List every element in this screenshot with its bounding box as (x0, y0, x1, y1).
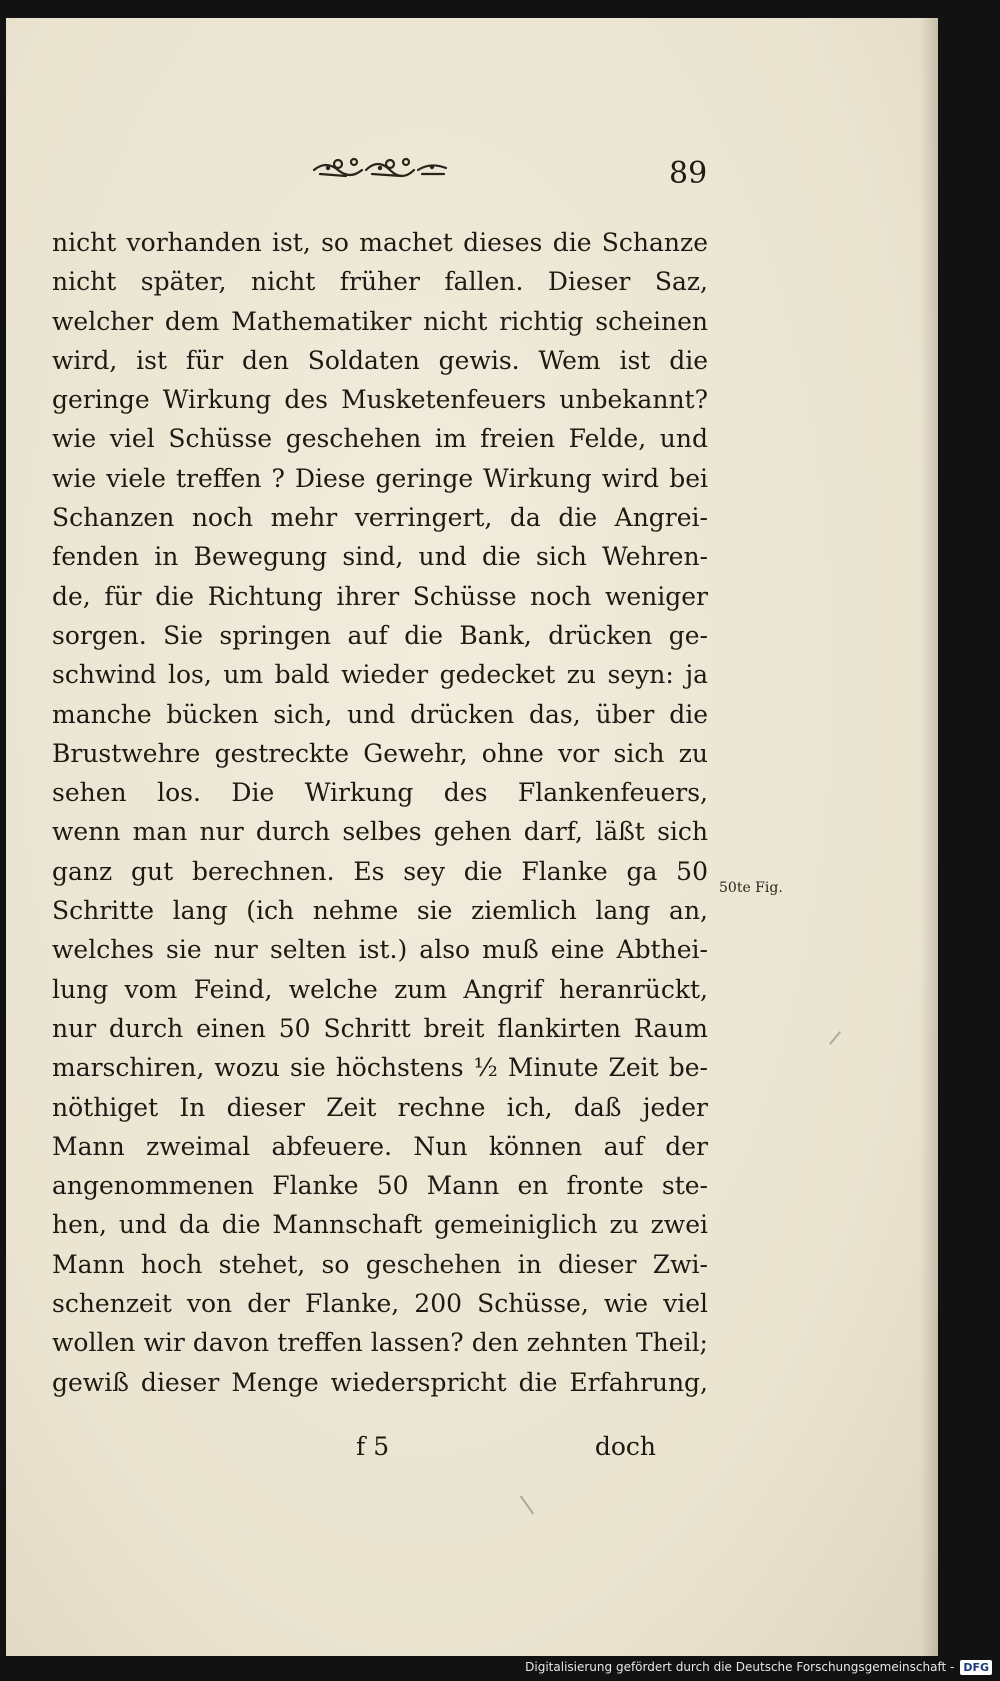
text-line: gewiß dieser Menge wiederspricht die Erfahrung, (52, 1367, 708, 1397)
text-line: fenden in Bewegung sind, und die sich Wehren- (52, 542, 708, 572)
margin-note: 50te Fig. (719, 880, 783, 896)
text-line: lung vom Feind, welche zum Angrif heranrückt, (52, 974, 708, 1004)
text-line: angenommenen Flanke 50 Mann en fronte ste- (52, 1171, 708, 1201)
text-line: wie viel Schüsse geschehen im freien Felde, und (52, 424, 708, 454)
text-line: wie viele treffen ? Diese geringe Wirkung wird bei (52, 463, 708, 493)
text-line: wenn man nur durch selbes gehen darf, läßt sich (52, 817, 708, 847)
text-line: hen, und da die Mannschaft gemeiniglich zu zwei (52, 1210, 708, 1240)
text-line: welcher dem Mathematiker nicht richtig scheinen (52, 306, 708, 336)
book-page (6, 18, 938, 1656)
text-line: nicht später, nicht früher fallen. Dieser Saz, (52, 267, 708, 297)
digitization-footer (525, 1657, 992, 1677)
text-line: schenzeit von der Flanke, 200 Schüsse, wie viel (52, 1289, 708, 1319)
text-line: geringe Wirkung des Musketenfeuers unbekannt? (52, 385, 708, 415)
text-line: Schanzen noch mehr verringert, da die Angrei- (52, 503, 708, 533)
catchword: doch (594, 1432, 656, 1461)
ornament-vignette-icon (306, 146, 456, 186)
text-line: manche bücken sich, und drücken das, über die (52, 699, 708, 729)
text-line: de, für die Richtung ihrer Schüsse noch weniger (52, 581, 708, 611)
text-line: nicht vorhanden ist, so machet dieses die Schanze (52, 228, 708, 257)
dfg-logo: DFG (960, 1660, 992, 1675)
paper-mark (520, 1495, 534, 1514)
text-line: sorgen. Sie springen auf die Bank, drücken ge- (52, 620, 708, 650)
signature-mark: f 5 (356, 1432, 390, 1461)
text-line: sehen los. Die Wirkung des Flankenfeuers, (52, 778, 708, 808)
text-line: marschiren, wozu sie höchstens ½ Minute Zeit be- (52, 1053, 708, 1083)
text-line: welches sie nur selten ist.) also muß eine Abthei- (52, 935, 708, 965)
text-line: wollen wir davon treffen lassen? den zehnten Theil; (52, 1328, 708, 1358)
text-line: Mann hoch stehet, so geschehen in dieser Zwi- (52, 1249, 708, 1279)
text-line: Schritte lang (ich nehme sie ziemlich lang an, (52, 896, 708, 926)
digitization-credit: Digitalisierung gefördert durch die Deutsche Forschungsgemeinschaft - (525, 1660, 955, 1674)
body-text (52, 223, 708, 1402)
text-line: schwind los, um bald wieder gedecket zu seyn: ja (52, 660, 708, 690)
text-line: ganz gut berechnen. Es sey die Flanke ga 50 (52, 856, 708, 886)
text-line: nur durch einen 50 Schritt breit flankirten Raum (52, 1013, 708, 1043)
text-line: Brustwehre gestreckte Gewehr, ohne vor sich zu (52, 738, 708, 768)
text-line: nöthiget In dieser Zeit rechne ich, daß jeder (52, 1092, 708, 1122)
page-number: 89 (669, 156, 708, 191)
page-edge-shadow (920, 18, 938, 1656)
text-line: Mann zweimal abfeuere. Nun können auf der (52, 1131, 708, 1161)
paper-mark (829, 1031, 841, 1045)
text-line: wird, ist für den Soldaten gewis. Wem ist die (52, 345, 708, 375)
